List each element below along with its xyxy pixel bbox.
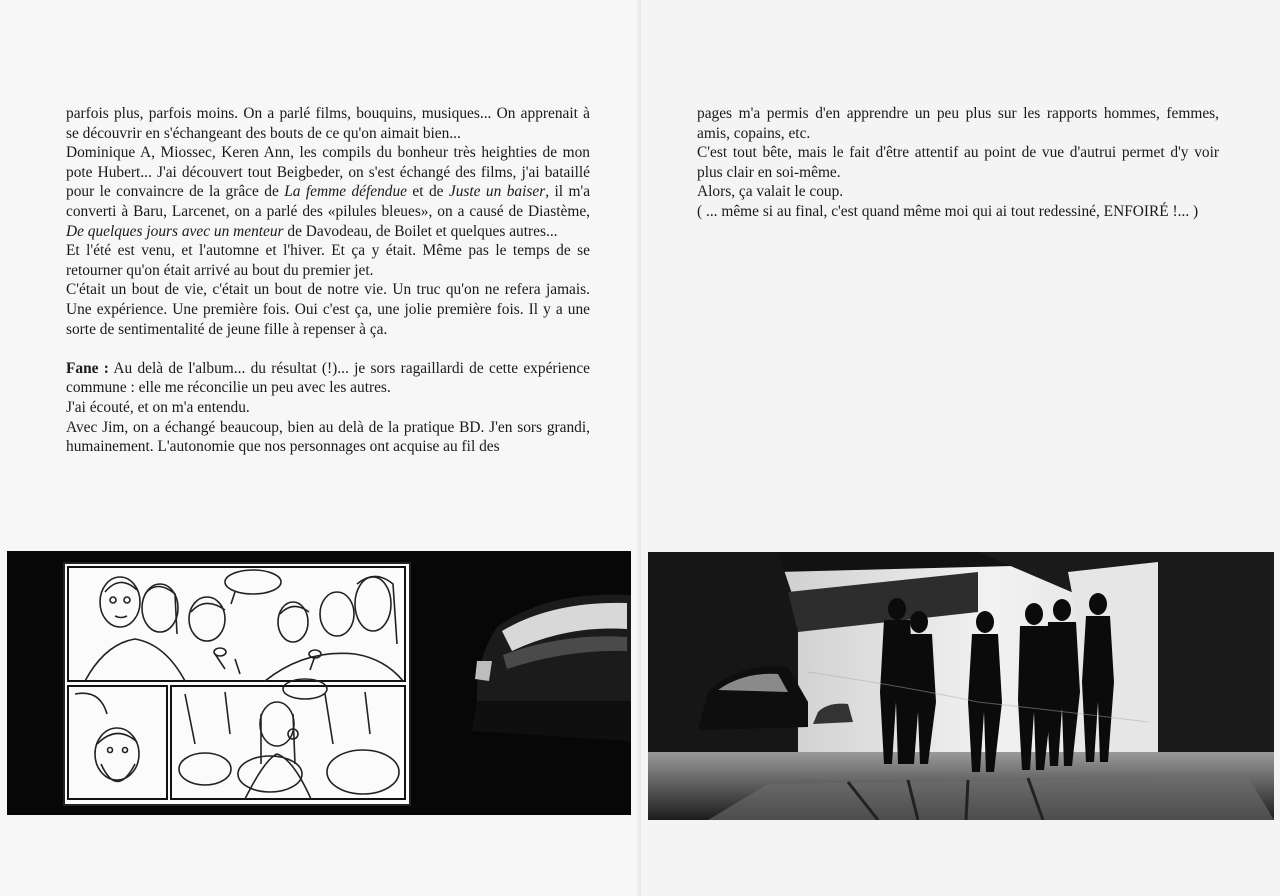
- book-title-italic: De quelques jours avec un menteur: [66, 222, 284, 240]
- text-segment: ( ... même si au final, c'est quand même moi qui ai tout redessiné, ENFOIRÉ !... ): [697, 202, 1199, 220]
- paragraph: [66, 359, 590, 398]
- paragraph: [66, 143, 590, 241]
- text-segment: Alors, ça valait le coup.: [697, 183, 844, 201]
- paragraph: [697, 182, 1219, 202]
- book-title-italic: Juste un baiser: [448, 183, 546, 201]
- paragraph-gap: [66, 339, 590, 359]
- paragraph: [697, 202, 1219, 222]
- paragraph: [697, 143, 1219, 182]
- text-segment: et de: [407, 183, 449, 201]
- paragraph: [66, 241, 590, 280]
- text-segment: Au delà de l'album... du résultat (!)... je sors ragaillardi de cette expérience commune : elle me réconcilie un peu avec les autres.: [66, 359, 590, 397]
- text-segment: Avec Jim, on a échangé beaucoup, bien au delà de la pratique BD. J'en sors grandi, humainement. L'autonomie que nos personnages ont acquise au fil des: [66, 418, 590, 456]
- text-segment: Et l'été est venu, et l'automne et l'hiver. Et ça y était. Même pas le temps de se retourner qu'on était arrivé au bout du premier jet.: [66, 242, 590, 279]
- text-segment: pages m'a permis d'en apprendre un peu plus sur les rapports hommes, femmes, amis, copains, etc.: [697, 105, 1219, 142]
- storyboard-sketch-page: [63, 562, 411, 806]
- illustration-dark-car-scene: [7, 551, 631, 815]
- left-page-text: [66, 104, 590, 457]
- night-street-art: [648, 552, 1274, 820]
- storyboard-sketch-art: [65, 564, 409, 804]
- illustration-night-street-silhouettes: [648, 552, 1274, 820]
- book-title-italic: La femme défendue: [284, 183, 408, 201]
- paragraph: [697, 104, 1219, 143]
- paragraph: [66, 418, 590, 457]
- right-page-text: [697, 104, 1219, 222]
- paragraph: [66, 104, 590, 143]
- text-segment: Dominique A, Miossec, Keren Ann, les compils du bonheur très heighties de mon pote Hubert... J'ai découvert tout Beigbeder, on s'est échangé des films, j'ai bataillé pour le convaincre de la grâce de: [66, 144, 590, 201]
- text-segment: C'est tout bête, mais le fait d'être attentif au point de vue d'autrui permet d'y voir plus clair en soi-même.: [697, 144, 1219, 181]
- text-segment: parfois plus, parfois moins. On a parlé films, bouquins, musiques... On apprenait à se découvrir en s'échangeant des bouts de ce qu'on aimait bien...: [66, 105, 590, 142]
- text-segment: de Davodeau, de Boilet et quelques autres...: [283, 222, 558, 240]
- text-segment: C'était un bout de vie, c'était un bout de notre vie. Un truc qu'on ne refera jamais. Une expérience. Une première fois. Oui c'est ça, une jolie première fois. Il y a une sorte de sentimentalité de jeune fille à repenser à ça.: [66, 281, 590, 338]
- text-segment: J'ai écouté, et on m'a entendu.: [66, 398, 250, 416]
- text-segment: , il m'a converti à Baru, Larcenet, on a parlé des «pilules bleues», on a causé de Diastème,: [66, 183, 591, 220]
- paragraph: [66, 398, 590, 418]
- speaker-name: Fane :: [66, 359, 109, 377]
- paragraph: [66, 280, 590, 339]
